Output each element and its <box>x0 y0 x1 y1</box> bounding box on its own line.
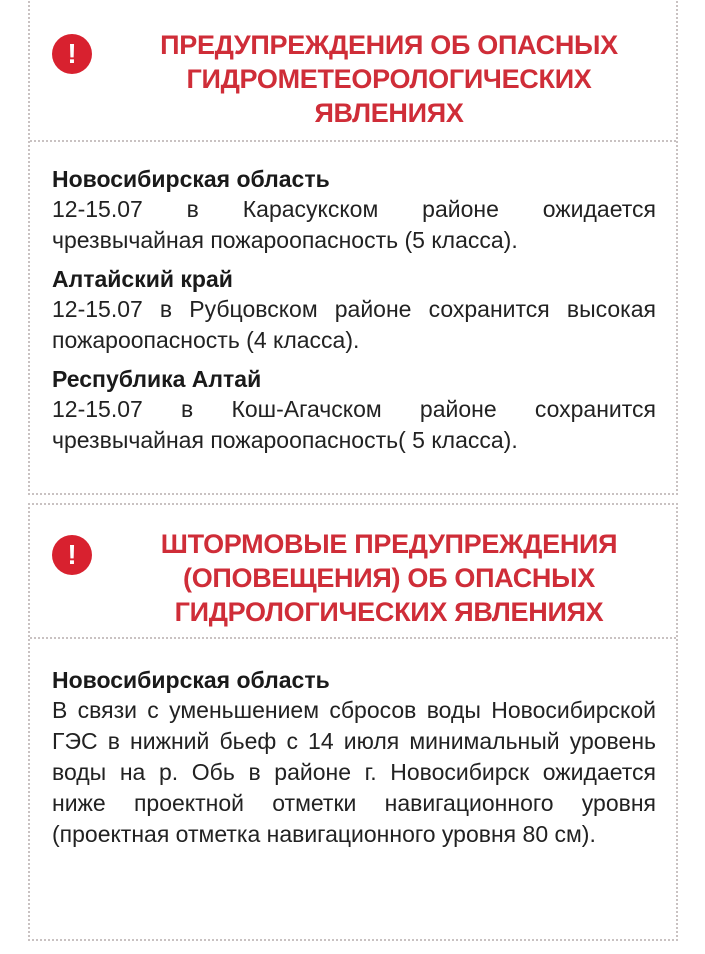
section-title: ПРЕДУПРЕЖДЕНИЯ ОБ ОПАСНЫХ ГИДРОМЕТЕОРОЛОГИЧЕСКИХ ЯВЛЕНИЯХ <box>160 30 618 128</box>
region-entry <box>52 665 656 850</box>
card-body <box>30 639 676 850</box>
warnings-card-hydrometeorological <box>28 0 678 495</box>
region-entry <box>52 164 656 256</box>
region-name: Алтайский край <box>52 266 233 292</box>
region-warning-text: В связи с уменьшением сбросов воды Новосибирской ГЭС в нижний бьеф с 14 июля минимальный уровень воды на р. Обь в районе г. Новосибирск ожидается ниже проектной отметки навигационного уровня (проектная отметка навигационного уровня 80 см). <box>52 697 656 847</box>
region-warning-text: 12-15.07 в Карасукском районе ожидается чрезвычайная пожароопасность (5 класса). <box>52 196 656 253</box>
region-name: Республика Алтай <box>52 366 262 392</box>
region-entry <box>52 264 656 356</box>
exclamation-icon: ! <box>52 535 92 575</box>
region-warning-text: 12-15.07 в Рубцовском районе сохранится высокая пожароопасность (4 класса). <box>52 296 656 353</box>
region-name: Новосибирская область <box>52 166 330 192</box>
card-header <box>30 505 676 639</box>
region-entry <box>52 364 656 456</box>
warnings-card-hydrological <box>28 503 678 941</box>
section-title: ШТОРМОВЫЕ ПРЕДУПРЕЖДЕНИЯ (ОПОВЕЩЕНИЯ) ОБ ОПАСНЫХ ГИДРОЛОГИЧЕСКИХ ЯВЛЕНИЯХ <box>160 529 618 627</box>
exclamation-icon: ! <box>52 34 92 74</box>
card-header <box>30 0 676 142</box>
region-name: Новосибирская область <box>52 667 330 693</box>
region-warning-text: 12-15.07 в Кош-Агачском районе сохранится чрезвычайная пожароопасность( 5 класса). <box>52 396 656 453</box>
card-body <box>30 142 676 456</box>
